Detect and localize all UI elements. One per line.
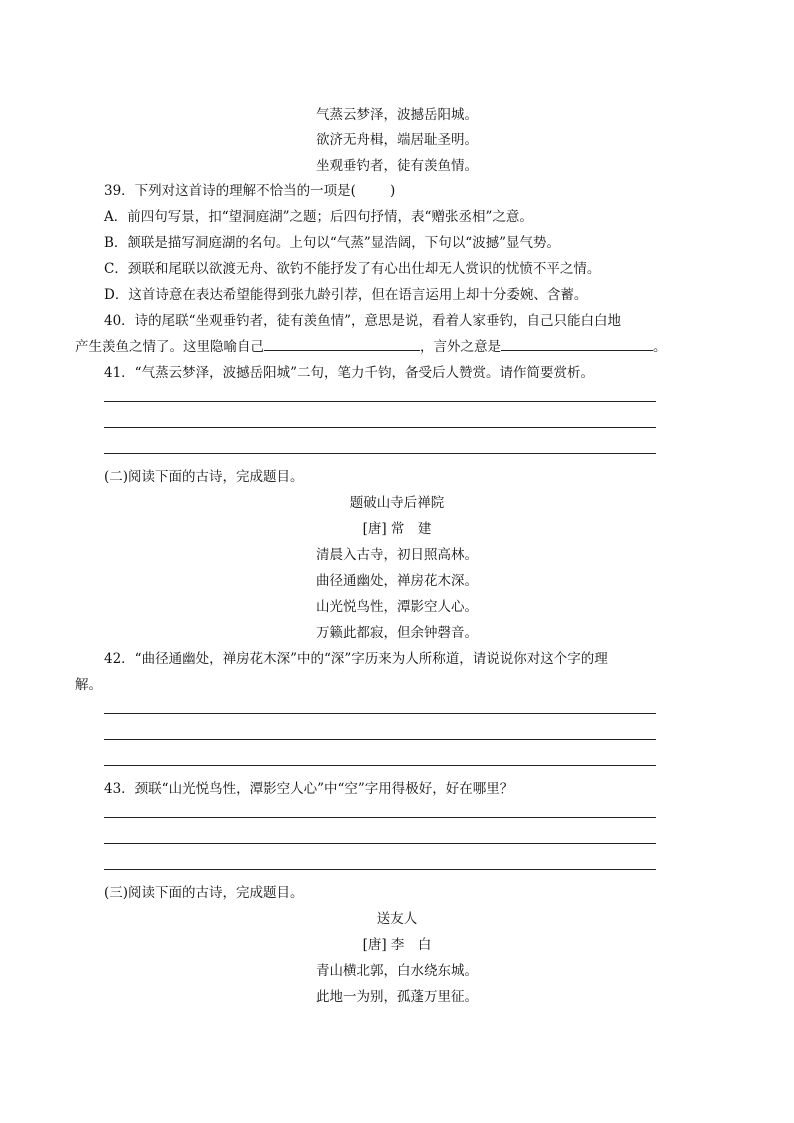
q40-text-b: ，言外之意是: [420, 339, 501, 355]
q40-text-a: 产生羡鱼之情了。这里隐喻自己: [75, 339, 264, 355]
q43-answer-line-3[interactable]: [104, 869, 656, 870]
q39-option-d: D．这首诗意在表达希望能得到张九龄引荐，但在语言运用上却十分委婉、含蓄。: [104, 287, 588, 303]
q40-line-2: [75, 335, 667, 355]
q42-line-1: 42．“曲径通幽处，禅房花木深”中的“深”字历来为人所称道，请说说你对这个字的理: [104, 651, 608, 667]
q42-answer-line-3[interactable]: [104, 765, 656, 766]
q41-text: 41．“气蒸云梦泽，波撼岳阳城”二句，笔力千钧，备受后人赞赏。请作简要赏析。: [104, 365, 594, 381]
q43-answer-line-2[interactable]: [104, 843, 656, 844]
section3-author: [唐] 李 白: [362, 937, 432, 953]
q39-option-a: A．前四句写景，扣“望洞庭湖”之题；后四句抒情，表“赠张丞相”之意。: [104, 209, 533, 225]
q39-option-b: B．颔联是描写洞庭湖的名句。上句以“气蒸”显浩阔，下句以“波撼”显气势。: [104, 235, 561, 251]
q41-answer-line-2[interactable]: [104, 427, 656, 428]
section2-line-1: 清晨入古寺，初日照高林。: [316, 547, 478, 563]
q40-text-c: 。: [653, 339, 667, 355]
q40-line-1: 40．诗的尾联“坐观垂钓者，徒有羡鱼情”，意思是说，看着人家垂钓，自己只能白白地: [104, 313, 621, 329]
q42-answer-line-2[interactable]: [104, 739, 656, 740]
section2-line-4: 万籁此都寂，但余钟磬音。: [316, 625, 478, 641]
poem1-line-3: 坐观垂钓者，徒有羡鱼情。: [316, 158, 478, 174]
poem1-line-1: 气蒸云梦泽，波撼岳阳城。: [316, 107, 478, 123]
section2-line-3: 山光悦鸟性，潭影空人心。: [316, 599, 478, 615]
q43-text: 43．颈联“山光悦鸟性，潭影空人心”中“空”字用得极好，好在哪里？: [104, 781, 514, 797]
section3-title: 送友人: [376, 911, 418, 927]
q43-answer-line-1[interactable]: [104, 817, 656, 818]
section2-intro: (二)阅读下面的古诗，完成题目。: [104, 469, 304, 485]
section2-line-2: 曲径通幽处，禅房花木深。: [316, 573, 478, 589]
q42-answer-line-1[interactable]: [104, 713, 656, 714]
q39-stem: [104, 179, 395, 199]
q40-blank-1[interactable]: [264, 336, 420, 351]
poem1-line-2: 欲济无舟楫，端居耻圣明。: [316, 132, 478, 148]
q41-answer-line-3[interactable]: [104, 453, 656, 454]
q39-close-paren: ): [389, 183, 396, 199]
section3-line-2: 此地一为别，孤蓬万里征。: [316, 989, 478, 1005]
q40-blank-2[interactable]: [501, 336, 653, 351]
q39-option-c: C．颈联和尾联以欲渡无舟、欲钓不能抒发了有心出仕却无人赏识的忧愤不平之情。: [104, 261, 601, 277]
q41-answer-line-1[interactable]: [104, 401, 656, 402]
section2-title: 题破山寺后禅院: [349, 495, 445, 511]
q39-stem-text: 39．下列对这首诗的理解不恰当的一项是(: [104, 183, 356, 199]
section2-author: [唐] 常 建: [362, 521, 432, 537]
section3-line-1: 青山横北郭，白水绕东城。: [316, 963, 478, 979]
section3-intro: (三)阅读下面的古诗，完成题目。: [104, 885, 304, 901]
q42-line-2: 解。: [75, 677, 102, 693]
